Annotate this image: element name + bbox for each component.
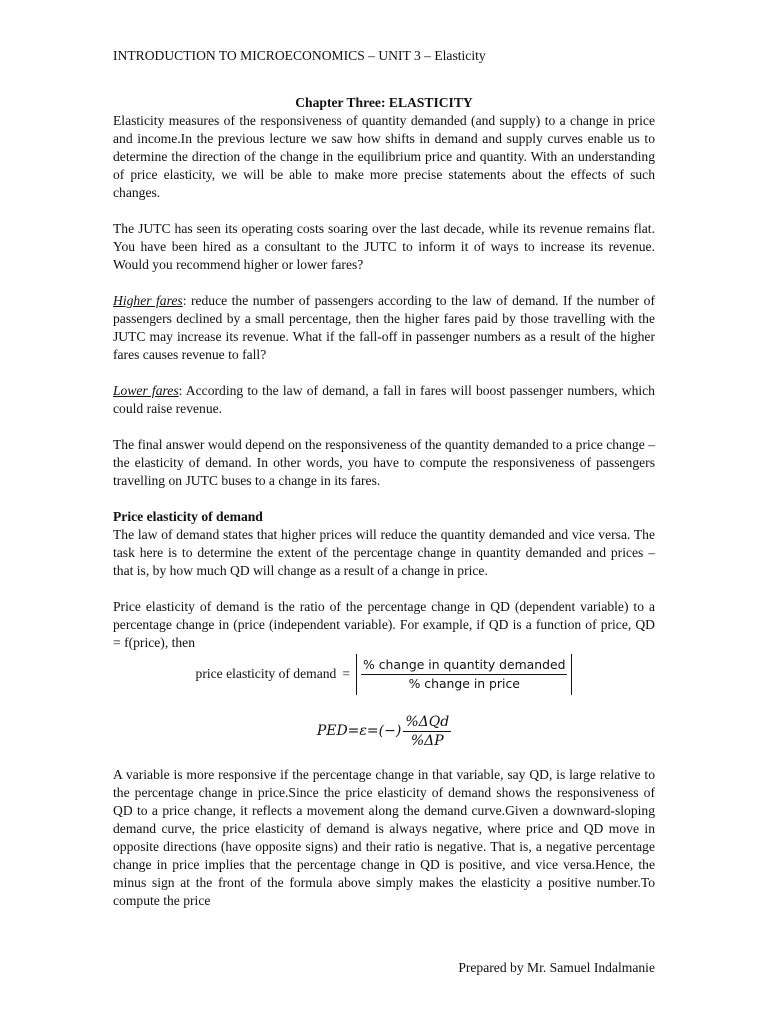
higher-fares-paragraph: [113, 292, 655, 364]
ped-fraction: [403, 713, 451, 750]
lower-fares-paragraph: [113, 382, 655, 418]
higher-fares-text: : reduce the number of passengers according to the law of demand. If the number of passengers declined by a small percentage, then the higher fares paid by those travelling with the JUTC may increase its revenue. What if the fall-off in passenger numbers as a result of the higher fares causes revenue to fall?: [113, 293, 656, 362]
absolute-value-fraction: [356, 654, 572, 695]
ped-denominator: %ΔP: [410, 732, 444, 749]
higher-fares-label: Higher fares: [113, 293, 183, 308]
ped-numerator: %ΔQd: [405, 713, 450, 730]
ped-symbol-formula: [113, 710, 655, 752]
ped-definition-paragraph: Price elasticity of demand is the ratio of the percentage change in QD (dependent variable) to a percentage change in (price (independent variable). For example, if QD is a function of price, QD = f(price), then: [113, 599, 655, 650]
formula-numerator: % change in quantity demanded: [361, 656, 567, 675]
formula-label: price elasticity of demand: [195, 666, 337, 681]
formula-denominator: % change in price: [408, 675, 520, 691]
responsiveness-paragraph: A variable is more responsive if the percentage change in that variable, say QD, is large relative to the percentage change in price.Since the price elasticity of demand shows the responsiveness of QD to a price change, it reflects a movement along the demand curve.Given a downward-sloping demand curve, the price elasticity of demand is always negative, where price and QD move in opposite directions (have opposite signs) and their ratio is negative. That is, a negative percentage change in price implies that the percentage change in QD is positive, and vice versa.Hence, the minus sign at the front of the formula above simply makes the elasticity a positive number.To compute the price: [113, 767, 655, 908]
lower-fares-label: Lower fares: [113, 383, 179, 398]
ped-lhs: PED=ε=(−): [316, 723, 402, 739]
formula-equals: =: [342, 666, 351, 681]
ped-word-formula: [113, 652, 655, 696]
chapter-title: Chapter Three: ELASTICITY: [295, 95, 473, 110]
section-heading-ped: Price elasticity of demand: [113, 509, 263, 524]
jutc-paragraph: The JUTC has seen its operating costs soaring over the last decade, while its revenue remains flat. You have been hired as a consultant to the JUTC to inform it of ways to increase its revenue. Would you recommend higher or lower fares?: [113, 221, 655, 272]
page-footer: Prepared by Mr. Samuel Indalmanie: [458, 960, 655, 975]
lower-fares-text: : According to the law of demand, a fall in fares will boost passenger numbers, which could raise revenue.: [113, 383, 655, 416]
final-answer-paragraph: The final answer would depend on the responsiveness of the quantity demanded to a price change – the elasticity of demand. In other words, you have to compute the responsiveness of passengers travelling on JUTC buses to a change in its fares.: [113, 437, 655, 488]
running-header: INTRODUCTION TO MICROECONOMICS – UNIT 3 – Elasticity: [113, 48, 486, 63]
intro-paragraph: Elasticity measures of the responsiveness of quantity demanded (and supply) to a change in price and income.In the previous lecture we saw how shifts in demand and supply curves enable us to determine the direction of the change in the equilibrium price and quantity. With an understanding of price elasticity, we will be able to make more precise statements about the effects of such changes.: [113, 113, 655, 200]
document-body: [113, 94, 655, 910]
law-of-demand-paragraph: The law of demand states that higher prices will reduce the quantity demanded and vice versa. The task here is to determine the extent of the percentage change in quantity demanded and prices – that is, by how much QD will change as a result of a change in price.: [113, 527, 655, 578]
